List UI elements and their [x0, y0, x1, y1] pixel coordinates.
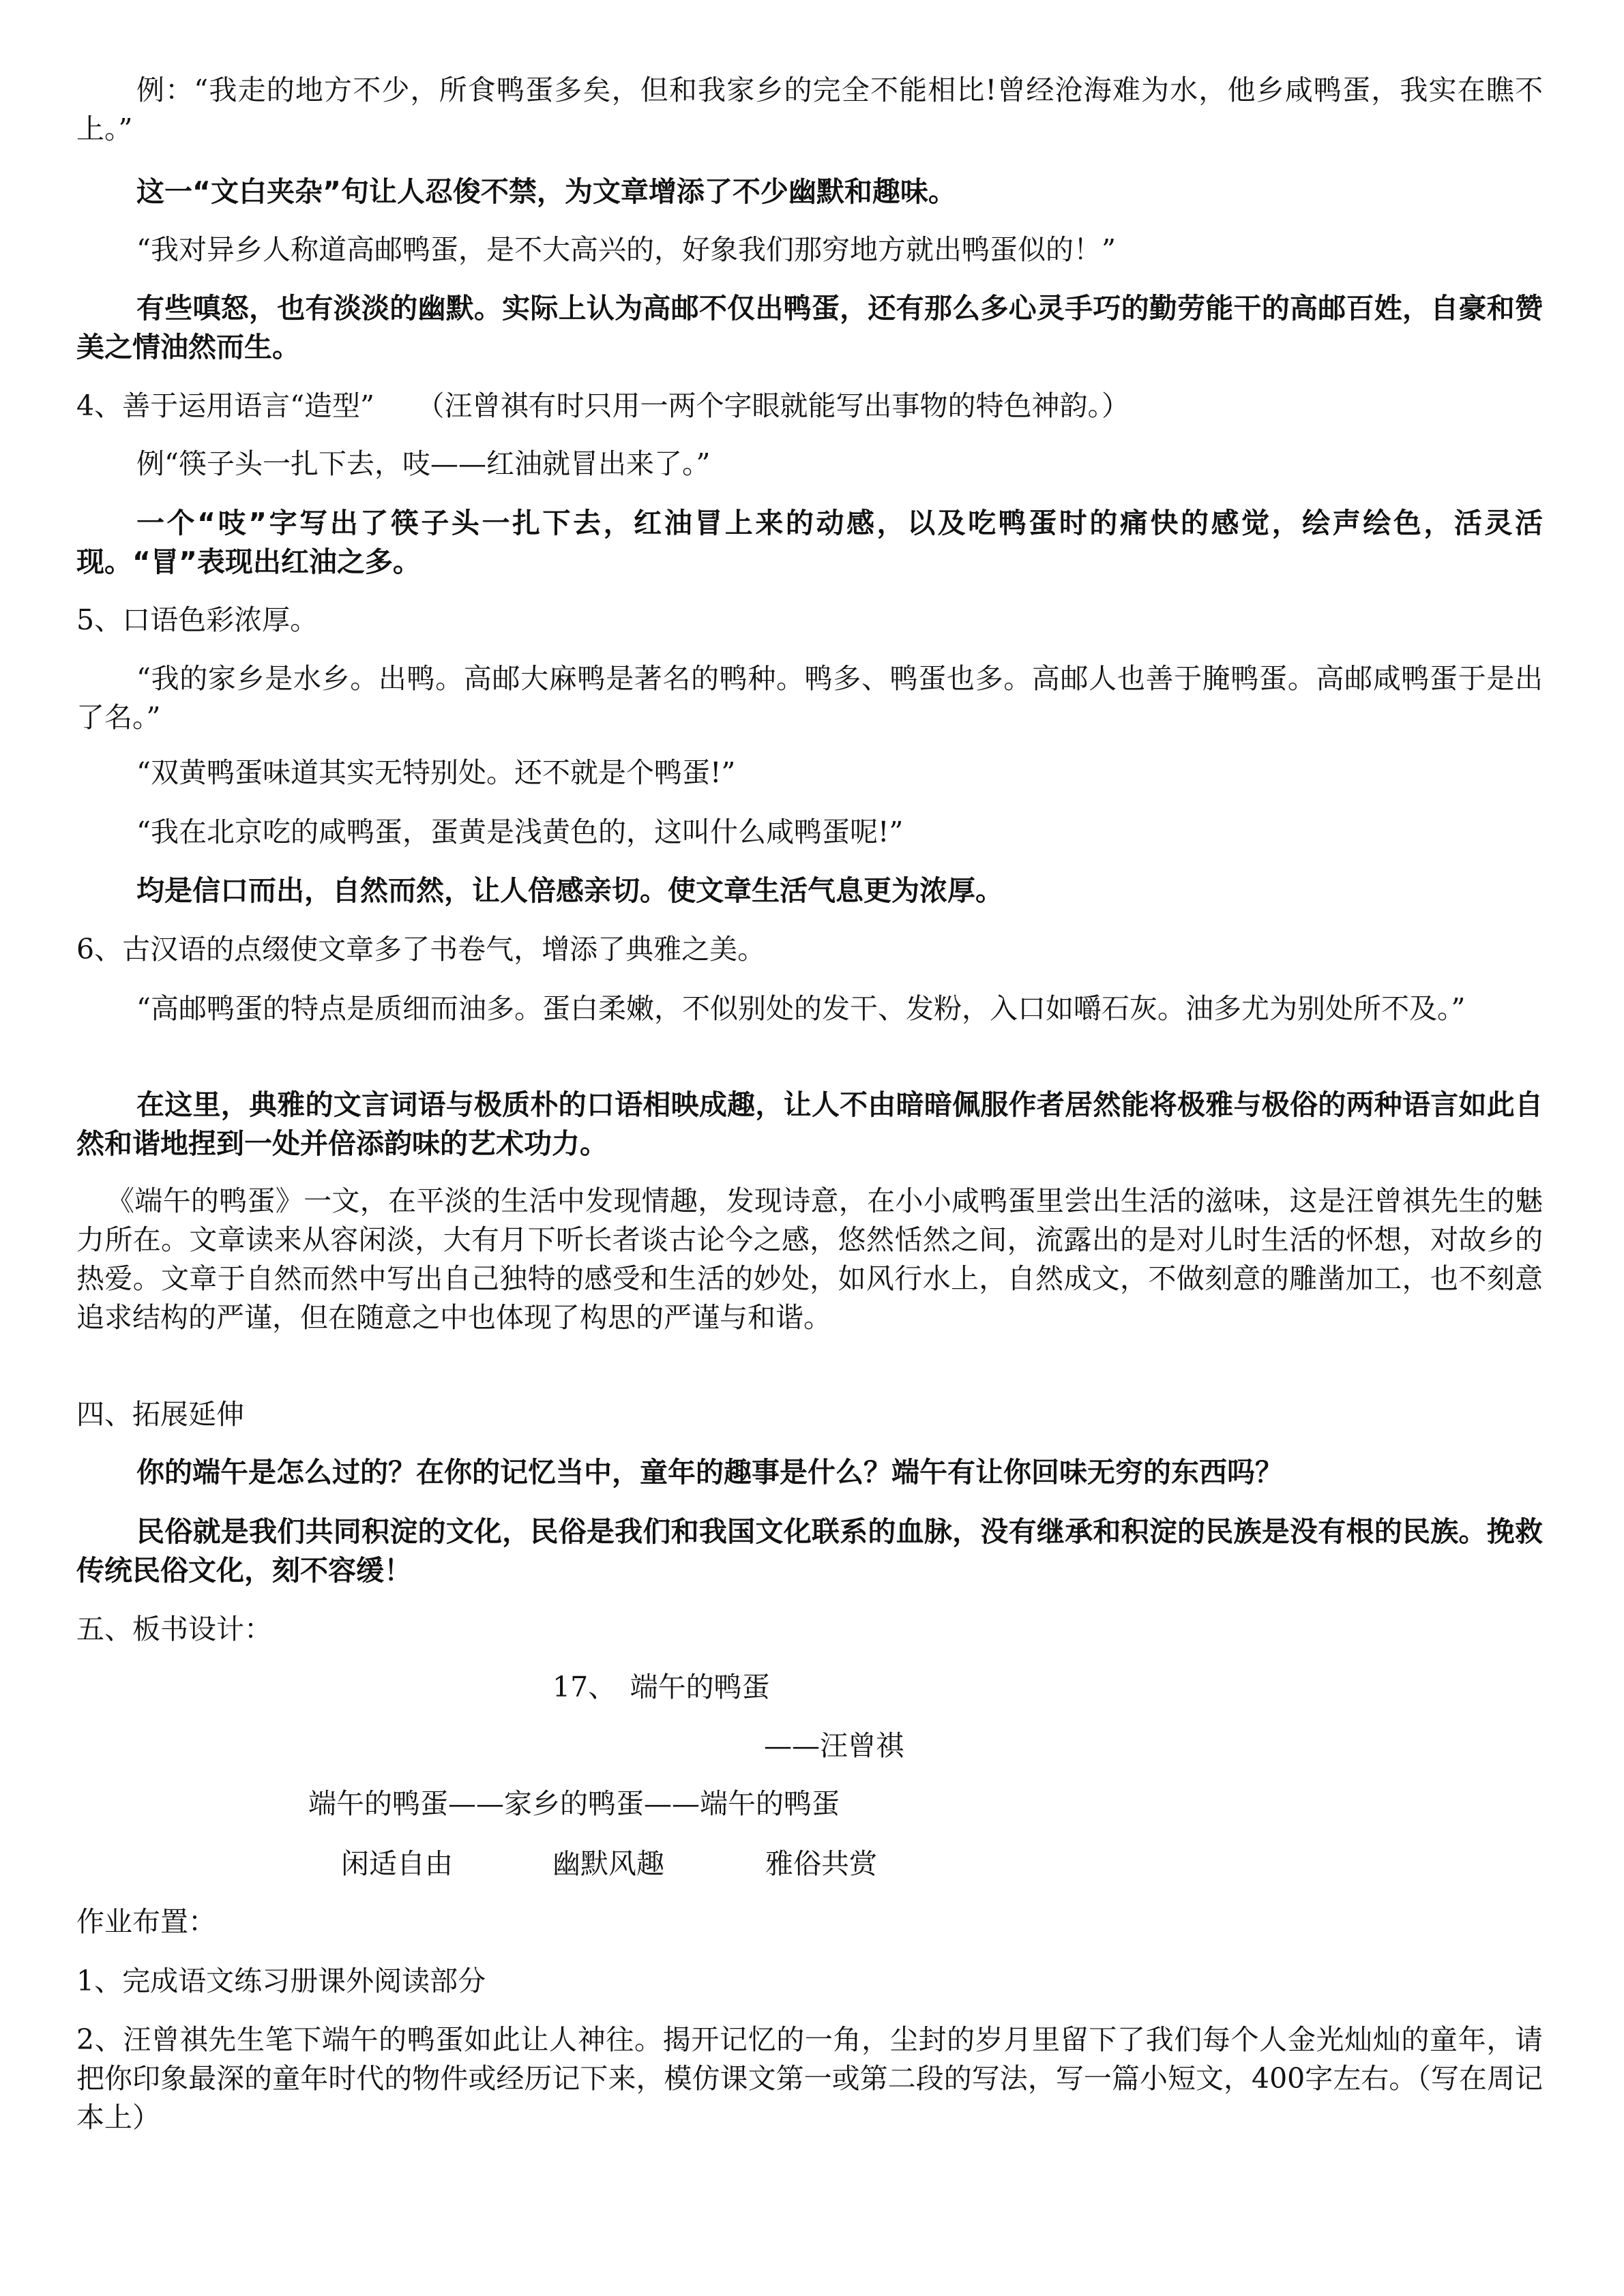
- analysis-3: 一个“吱”字写出了筷子头一扎下去，红油冒上来的动感，以及吃鸭蛋时的痛快的感觉，绘声绘色，活灵活现。“冒”表现出红油之多。: [76, 507, 1543, 578]
- analysis-4: 均是信口而出，自然而然，让人倍感亲切。使文章生活气息更为浓厚。: [136, 874, 1003, 907]
- extension-question: 你的端午是怎么过的？在你的记忆当中，童年的趣事是什么？端午有让你回味无穷的东西吗？: [136, 1456, 1283, 1489]
- board-feature-3: 雅俗共赏: [765, 1847, 877, 1880]
- homework-heading: 作业布置：: [76, 1905, 216, 1938]
- example-quote-1: 例：“我走的地方不少，所食鸭蛋多矣，但和我家乡的完全不能相比!曾经沧海难为水，他乡咸鸭蛋，我实在瞧不上。”: [76, 74, 1543, 145]
- board-author: ——汪曾祺: [764, 1729, 904, 1762]
- example-quote-3: 例“筷子头一扎下去，吱——红油就冒出来了。”: [136, 447, 711, 480]
- example-quote-7: “高邮鸭蛋的特点是质细而油多。蛋白柔嫩，不似别处的发干、发粉，入口如嚼石灰。油多尤为别处所不及。”: [136, 992, 1466, 1025]
- heading-4: 4、善于运用语言“造型” （汪曾祺有时只用一两个字眼就能写出事物的特色神韵。）: [76, 389, 1130, 422]
- board-feature-2: 幽默风趣: [552, 1847, 664, 1880]
- board-flow: 端午的鸭蛋——家乡的鸭蛋——端午的鸭蛋: [308, 1787, 840, 1820]
- heading-6: 6、古汉语的点缀使文章多了书卷气，增添了典雅之美。: [76, 933, 766, 966]
- board-title: 17、 端午的鸭蛋: [552, 1671, 770, 1703]
- heading-5: 5、口语色彩浓厚。: [76, 603, 319, 636]
- extension-statement: 民俗就是我们共同积淀的文化，民俗是我们和我国文化联系的血脉，没有继承和积淀的民族是没有根的民族。挽救传统民俗文化，刻不容缓！: [76, 1515, 1543, 1587]
- analysis-5: 在这里，典雅的文言词语与极质朴的口语相映成趣，让人不由暗暗佩服作者居然能将极雅与极俗的两种语言如此自然和谐地捏到一处并倍添韵味的艺术功力。: [76, 1088, 1543, 1160]
- example-quote-4: “我的家乡是水乡。出鸭。高邮大麻鸭是著名的鸭种。鸭多、鸭蛋也多。高邮人也善于腌鸭蛋。高邮咸鸭蛋于是出了名。”: [76, 662, 1543, 734]
- section-5-heading: 五、板书设计：: [76, 1613, 272, 1645]
- homework-item-1: 1、完成语文练习册课外阅读部分: [76, 1965, 486, 1997]
- analysis-2: 有些嗔怒，也有淡淡的幽默。实际上认为高邮不仅出鸭蛋，还有那么多心灵手巧的勤劳能干的高邮百姓，自豪和赞美之情油然而生。: [76, 292, 1543, 363]
- example-quote-2: “我对异乡人称道高邮鸭蛋，是不大高兴的，好象我们那穷地方就出鸭蛋似的！”: [136, 233, 1116, 266]
- board-feature-1: 闲适自由: [341, 1847, 453, 1880]
- homework-item-2: 2、汪曾祺先生笔下端午的鸭蛋如此让人神往。揭开记忆的一角，尘封的岁月里留下了我们每个人金光灿灿的童年，请把你印象最深的童年时代的物件或经历记下来，模仿课文第一或第二段的写法，写一篇小短文，400字左右。（写在周记本上）: [76, 2023, 1543, 2134]
- summary-paragraph: 《端午的鸭蛋》一文，在平淡的生活中发现情趣，发现诗意，在小小咸鸭蛋里尝出生活的滋味，这是汪曾祺先生的魅力所在。文章读来从容闲淡，大有月下听长者谈古论今之感，悠然恬然之间，流露出的是对儿时生活的怀想，对故乡的热爱。文章于自然而然中写出自己独特的感受和生活的妙处，如风行水上，自然成文，不做刻意的雕凿加工，也不刻意追求结构的严谨，但在随意之中也体现了构思的严谨与和谐。: [76, 1184, 1543, 1334]
- example-quote-6: “我在北京吃的咸鸭蛋，蛋黄是浅黄色的，这叫什么咸鸭蛋呢!”: [136, 816, 904, 848]
- example-quote-5: “双黄鸭蛋味道其实无特别处。还不就是个鸭蛋!”: [136, 756, 736, 789]
- analysis-1: 这一“文白夹杂”句让人忍俊不禁，为文章增添了不少幽默和趣味。: [136, 175, 956, 208]
- section-4-heading: 四、拓展延伸: [76, 1398, 244, 1431]
